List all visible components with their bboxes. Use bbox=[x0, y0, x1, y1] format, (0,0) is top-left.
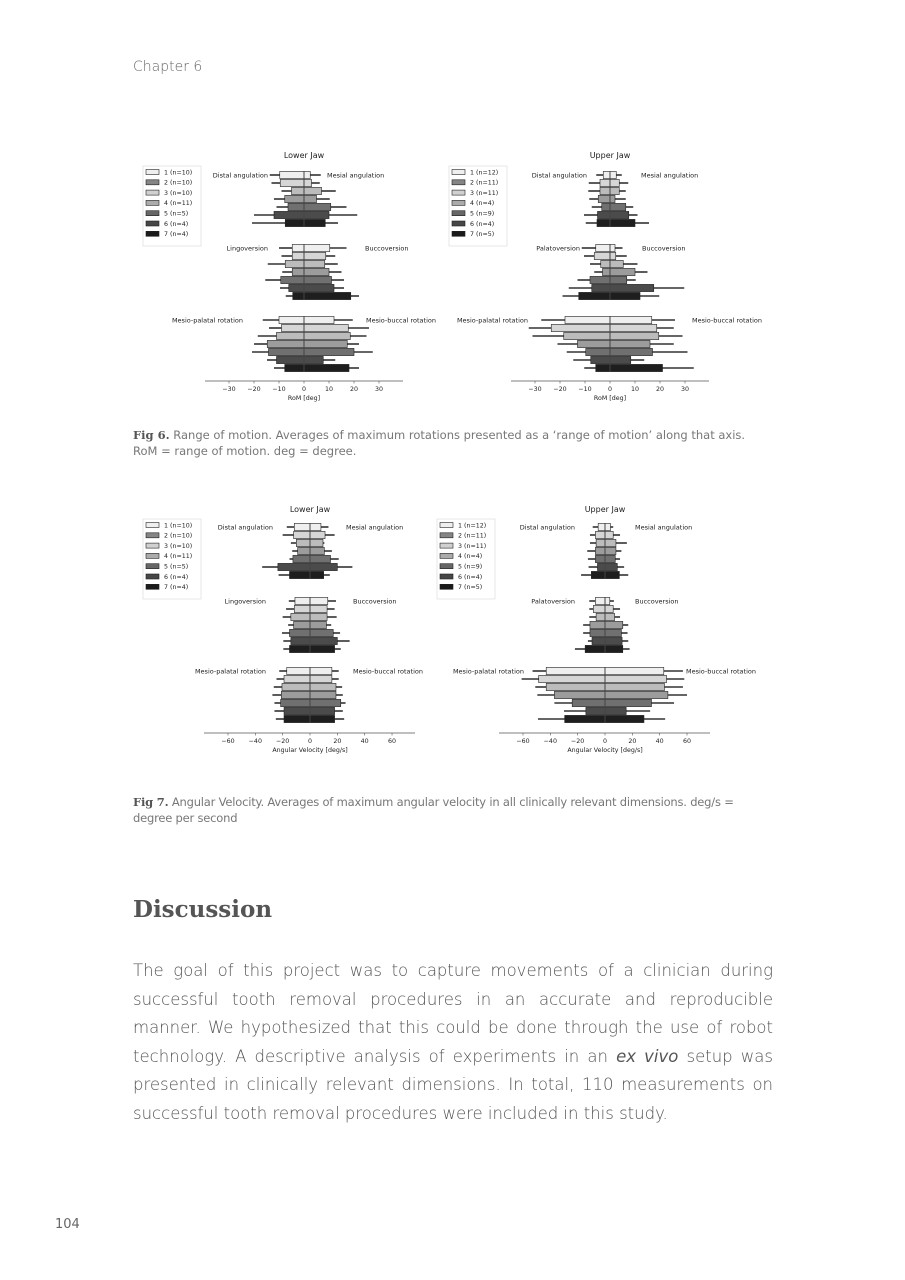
x-tick-label: −60 bbox=[221, 738, 235, 745]
x-tick-label: 40 bbox=[655, 738, 664, 745]
left-bar bbox=[585, 645, 605, 652]
fig7-caption bbox=[133, 795, 773, 826]
left-bar bbox=[595, 531, 605, 538]
left-bar bbox=[285, 260, 304, 267]
legend-swatch bbox=[146, 553, 159, 558]
legend-label: 7 (n=4) bbox=[164, 584, 189, 592]
right-bar bbox=[610, 195, 615, 202]
right-bar bbox=[304, 364, 349, 371]
x-tick-label: −60 bbox=[516, 738, 530, 745]
group-right-label: Mesio-buccal rotation bbox=[366, 316, 436, 325]
left-bar bbox=[596, 364, 610, 371]
right-bar bbox=[605, 547, 616, 554]
right-bar bbox=[605, 605, 613, 612]
legend-swatch bbox=[452, 170, 465, 175]
legend-swatch bbox=[440, 574, 453, 579]
legend-swatch bbox=[452, 190, 465, 195]
group-right-label: Mesial angulation bbox=[641, 171, 699, 180]
legend-swatch bbox=[440, 533, 453, 538]
right-bar bbox=[605, 675, 667, 682]
left-bar bbox=[285, 195, 304, 202]
x-tick-label: 30 bbox=[680, 386, 690, 393]
right-bar bbox=[605, 563, 617, 570]
left-bar bbox=[597, 563, 605, 570]
right-bar bbox=[304, 356, 323, 363]
left-bar bbox=[597, 219, 610, 226]
left-bar bbox=[595, 555, 605, 562]
legend-swatch bbox=[452, 211, 465, 216]
right-bar bbox=[310, 691, 336, 698]
legend-label: 5 (n=5) bbox=[164, 563, 189, 571]
legend-label: 1 (n=12) bbox=[470, 169, 499, 177]
legend-label: 1 (n=10) bbox=[164, 522, 193, 530]
right-bar bbox=[310, 555, 331, 562]
x-tick-label: 0 bbox=[602, 738, 608, 745]
right-bar bbox=[605, 707, 626, 714]
right-bar bbox=[304, 348, 354, 355]
legend-label: 5 (n=9) bbox=[458, 563, 483, 571]
right-bar bbox=[610, 219, 635, 226]
left-bar bbox=[294, 531, 310, 538]
discussion-italic: ex vivo bbox=[616, 1046, 679, 1066]
left-bar bbox=[590, 629, 605, 636]
left-bar bbox=[595, 597, 605, 604]
right-bar bbox=[310, 531, 325, 538]
right-bar bbox=[605, 637, 622, 644]
right-bar bbox=[610, 332, 659, 339]
right-bar bbox=[610, 356, 631, 363]
legend-label: 5 (n=5) bbox=[164, 210, 189, 218]
left-bar bbox=[298, 547, 310, 554]
legend-label: 4 (n=11) bbox=[164, 200, 193, 208]
group-left-label: Distal angulation bbox=[212, 171, 268, 180]
right-bar bbox=[610, 179, 619, 186]
left-bar bbox=[274, 211, 304, 218]
right-bar bbox=[310, 645, 335, 652]
x-tick-label: 30 bbox=[374, 386, 384, 393]
legend-label: 3 (n=10) bbox=[164, 189, 193, 197]
legend-swatch bbox=[440, 553, 453, 558]
legend-label: 4 (n=4) bbox=[470, 200, 495, 208]
x-tick-label: −20 bbox=[553, 386, 567, 393]
right-bar bbox=[610, 316, 652, 323]
left-bar bbox=[294, 523, 310, 530]
left-bar bbox=[590, 621, 605, 628]
right-bar bbox=[610, 324, 657, 331]
left-bar bbox=[592, 637, 605, 644]
left-bar bbox=[539, 675, 605, 682]
legend-swatch bbox=[146, 584, 159, 589]
right-bar bbox=[310, 539, 323, 546]
legend-label: 3 (n=11) bbox=[470, 189, 499, 197]
left-bar bbox=[596, 539, 605, 546]
legend-swatch bbox=[146, 533, 159, 538]
x-tick-label: 0 bbox=[307, 738, 313, 745]
legend-swatch bbox=[440, 564, 453, 569]
group-left-label: Palatoversion bbox=[536, 244, 580, 253]
group-right-label: Buccoversion bbox=[642, 244, 686, 253]
right-bar bbox=[304, 284, 334, 291]
right-bar bbox=[605, 613, 615, 620]
left-bar bbox=[592, 284, 610, 291]
group-left-label: Mesio-palatal rotation bbox=[456, 316, 528, 325]
right-bar bbox=[304, 268, 329, 275]
chart-title: Lower Jaw bbox=[283, 151, 325, 160]
legend-swatch bbox=[146, 564, 159, 569]
left-bar bbox=[554, 691, 605, 698]
left-bar bbox=[294, 605, 310, 612]
group-left-label: Lingoversion bbox=[226, 244, 268, 253]
right-bar bbox=[610, 348, 653, 355]
right-bar bbox=[304, 171, 310, 178]
group-left-label: Lingoversion bbox=[224, 597, 266, 606]
right-bar bbox=[605, 683, 664, 690]
group-left-label: Mesio-palatal rotation bbox=[452, 667, 524, 676]
left-bar bbox=[600, 187, 610, 194]
left-bar bbox=[284, 675, 310, 682]
left-bar bbox=[279, 316, 304, 323]
left-bar bbox=[289, 645, 310, 652]
right-bar bbox=[304, 276, 332, 283]
group-right-label: Mesial angulation bbox=[346, 523, 404, 532]
left-bar bbox=[565, 715, 605, 722]
right-bar bbox=[310, 715, 335, 722]
x-axis-label: RoM [deg] bbox=[593, 395, 627, 402]
right-bar bbox=[310, 547, 324, 554]
right-bar bbox=[610, 203, 626, 210]
right-bar bbox=[310, 571, 324, 578]
left-bar bbox=[293, 555, 310, 562]
group-right-label: Buccoversion bbox=[365, 244, 409, 253]
right-bar bbox=[605, 621, 623, 628]
right-bar bbox=[610, 276, 627, 283]
left-bar bbox=[603, 171, 610, 178]
right-bar bbox=[610, 292, 640, 299]
left-bar bbox=[269, 348, 305, 355]
legend-label: 6 (n=4) bbox=[164, 220, 189, 228]
right-bar bbox=[605, 691, 668, 698]
left-bar bbox=[594, 252, 610, 259]
right-bar bbox=[304, 340, 347, 347]
x-tick-label: −20 bbox=[276, 738, 290, 745]
legend-label: 2 (n=11) bbox=[470, 179, 499, 187]
legend-label: 7 (n=5) bbox=[470, 231, 495, 239]
left-bar bbox=[282, 324, 305, 331]
left-bar bbox=[593, 605, 605, 612]
legend-swatch bbox=[452, 200, 465, 205]
left-bar bbox=[287, 667, 310, 674]
x-tick-label: −10 bbox=[272, 386, 286, 393]
right-bar bbox=[310, 597, 328, 604]
left-bar bbox=[292, 252, 304, 259]
fig7-text: Angular Velocity. Averages of maximum angular velocity in all clinically relevant dimensions. deg/s = degree per second bbox=[133, 795, 734, 825]
legend-label: 5 (n=9) bbox=[470, 210, 495, 218]
right-bar bbox=[310, 683, 336, 690]
x-tick-label: 10 bbox=[324, 386, 334, 393]
left-bar bbox=[291, 637, 310, 644]
left-bar bbox=[596, 613, 605, 620]
left-bar bbox=[586, 707, 605, 714]
fig6-text: Range of motion. Averages of maximum rotations presented as a ‘range of motion’ along that axis. RoM = range of motion. deg = degree. bbox=[133, 428, 746, 458]
x-axis-label: Angular Velocity [deg/s] bbox=[567, 747, 643, 754]
left-bar bbox=[596, 244, 610, 251]
left-bar bbox=[280, 179, 304, 186]
right-bar bbox=[304, 219, 325, 226]
legend-label: 4 (n=4) bbox=[458, 553, 483, 561]
left-bar bbox=[281, 699, 310, 706]
right-bar bbox=[310, 699, 341, 706]
right-bar bbox=[310, 637, 337, 644]
legend-label: 6 (n=4) bbox=[470, 220, 495, 228]
legend-label: 2 (n=10) bbox=[164, 532, 193, 540]
x-tick-label: 20 bbox=[349, 386, 359, 393]
right-bar bbox=[304, 211, 329, 218]
right-bar bbox=[304, 332, 350, 339]
right-bar bbox=[610, 340, 650, 347]
x-tick-label: 20 bbox=[628, 738, 637, 745]
right-bar bbox=[304, 203, 331, 210]
legend-swatch bbox=[452, 231, 465, 236]
chart-title: Lower Jaw bbox=[289, 505, 331, 514]
right-bar bbox=[610, 284, 654, 291]
left-bar bbox=[598, 211, 611, 218]
x-tick-label: 60 bbox=[388, 738, 397, 745]
right-bar bbox=[310, 629, 333, 636]
right-bar bbox=[310, 707, 335, 714]
x-tick-label: −30 bbox=[528, 386, 542, 393]
group-left-label: Mesio-palatal rotation bbox=[171, 316, 243, 325]
left-bar bbox=[572, 699, 605, 706]
right-bar bbox=[605, 571, 619, 578]
discussion-paragraph bbox=[133, 957, 773, 1129]
left-bar bbox=[546, 667, 605, 674]
legend-swatch bbox=[146, 221, 159, 226]
right-bar bbox=[304, 292, 351, 299]
legend-label: 7 (n=5) bbox=[458, 584, 483, 592]
legend-swatch bbox=[452, 180, 465, 185]
left-bar bbox=[565, 316, 610, 323]
right-bar bbox=[610, 244, 615, 251]
left-bar bbox=[294, 621, 310, 628]
fig7-label: Fig 7. bbox=[133, 795, 169, 809]
x-tick-label: 0 bbox=[607, 386, 613, 393]
group-left-label: Distal angulation bbox=[519, 523, 575, 532]
legend-swatch bbox=[440, 543, 453, 548]
left-bar bbox=[564, 332, 610, 339]
x-tick-label: 60 bbox=[683, 738, 692, 745]
fig6-caption bbox=[133, 428, 773, 459]
right-bar bbox=[605, 699, 651, 706]
right-bar bbox=[304, 187, 322, 194]
left-bar bbox=[277, 356, 305, 363]
x-tick-label: 10 bbox=[630, 386, 640, 393]
legend-swatch bbox=[146, 523, 159, 528]
legend-swatch bbox=[452, 221, 465, 226]
left-bar bbox=[292, 244, 304, 251]
legend-swatch bbox=[440, 584, 453, 589]
legend-swatch bbox=[440, 523, 453, 528]
left-bar bbox=[288, 203, 304, 210]
left-bar bbox=[296, 539, 310, 546]
group-right-label: Mesio-buccal rotation bbox=[353, 667, 423, 676]
left-bar bbox=[591, 571, 605, 578]
x-tick-label: 0 bbox=[301, 386, 307, 393]
legend-label: 3 (n=11) bbox=[458, 542, 487, 550]
legend-label: 7 (n=4) bbox=[164, 231, 189, 239]
left-bar bbox=[586, 348, 610, 355]
left-bar bbox=[601, 260, 610, 267]
left-bar bbox=[280, 171, 304, 178]
group-right-label: Buccoversion bbox=[635, 597, 679, 606]
left-bar bbox=[285, 219, 304, 226]
left-bar bbox=[603, 268, 611, 275]
left-bar bbox=[292, 187, 305, 194]
left-bar bbox=[281, 691, 310, 698]
right-bar bbox=[605, 539, 616, 546]
x-tick-label: 20 bbox=[655, 386, 665, 393]
right-bar bbox=[304, 195, 317, 202]
right-bar bbox=[304, 252, 326, 259]
fig6-label: Fig 6. bbox=[133, 428, 170, 442]
right-bar bbox=[310, 675, 332, 682]
group-left-label: Palatoversion bbox=[531, 597, 575, 606]
right-bar bbox=[304, 244, 330, 251]
left-bar bbox=[267, 340, 304, 347]
left-bar bbox=[591, 356, 610, 363]
group-right-label: Mesio-buccal rotation bbox=[692, 316, 762, 325]
left-bar bbox=[282, 683, 310, 690]
left-bar bbox=[289, 284, 304, 291]
x-tick-label: −20 bbox=[571, 738, 585, 745]
right-bar bbox=[310, 605, 327, 612]
legend-swatch bbox=[146, 180, 159, 185]
x-axis-label: Angular Velocity [deg/s] bbox=[272, 747, 348, 754]
group-right-label: Mesio-buccal rotation bbox=[686, 667, 756, 676]
right-bar bbox=[605, 715, 644, 722]
group-right-label: Buccoversion bbox=[353, 597, 397, 606]
right-bar bbox=[304, 316, 334, 323]
right-bar bbox=[310, 667, 332, 674]
right-bar bbox=[304, 179, 312, 186]
left-bar bbox=[291, 613, 310, 620]
right-bar bbox=[605, 523, 610, 530]
left-bar bbox=[551, 324, 610, 331]
left-bar bbox=[284, 707, 310, 714]
right-bar bbox=[310, 563, 337, 570]
right-bar bbox=[605, 597, 610, 604]
legend-swatch bbox=[146, 543, 159, 548]
left-bar bbox=[289, 629, 310, 636]
discussion-text-2: setup was presented in clinically relevant dimensions. In total, 110 measurements on successful tooth removal procedures were included in this study. bbox=[133, 1046, 773, 1123]
discussion-text-1: The goal of this project was to capture movements of a clinician during successful tooth removal procedures in an accurate and reproducible manner. We hypothesized that this could be done through the use of robot technology. A descriptive analysis of experiments in an bbox=[133, 961, 773, 1066]
x-tick-label: −30 bbox=[222, 386, 236, 393]
right-bar bbox=[605, 645, 623, 652]
right-bar bbox=[304, 324, 348, 331]
legend-swatch bbox=[146, 190, 159, 195]
right-bar bbox=[605, 629, 621, 636]
legend-label: 1 (n=10) bbox=[164, 169, 193, 177]
left-bar bbox=[284, 715, 310, 722]
legend-label: 6 (n=4) bbox=[458, 573, 483, 581]
right-bar bbox=[610, 252, 616, 259]
legend-swatch bbox=[146, 574, 159, 579]
left-bar bbox=[278, 563, 310, 570]
right-bar bbox=[610, 171, 616, 178]
left-bar bbox=[277, 332, 305, 339]
left-bar bbox=[546, 683, 605, 690]
right-bar bbox=[310, 523, 321, 530]
left-bar bbox=[295, 597, 310, 604]
chart-title: Upper Jaw bbox=[589, 151, 631, 160]
group-right-label: Mesial angulation bbox=[635, 523, 693, 532]
right-bar bbox=[304, 260, 325, 267]
legend-label: 6 (n=4) bbox=[164, 573, 189, 581]
left-bar bbox=[285, 364, 304, 371]
left-bar bbox=[289, 571, 310, 578]
left-bar bbox=[598, 523, 605, 530]
legend-label: 2 (n=11) bbox=[458, 532, 487, 540]
group-right-label: Mesial angulation bbox=[327, 171, 385, 180]
right-bar bbox=[310, 621, 326, 628]
left-bar bbox=[595, 547, 605, 554]
right-bar bbox=[605, 555, 615, 562]
discussion-heading: Discussion bbox=[133, 896, 273, 923]
chapter-header: Chapter 6 bbox=[133, 59, 203, 75]
left-bar bbox=[578, 340, 611, 347]
legend-swatch bbox=[146, 170, 159, 175]
left-bar bbox=[579, 292, 610, 299]
right-bar bbox=[610, 211, 629, 218]
page-number: 104 bbox=[55, 1217, 80, 1232]
x-tick-label: −40 bbox=[248, 738, 262, 745]
right-bar bbox=[310, 613, 327, 620]
x-tick-label: 20 bbox=[333, 738, 342, 745]
left-bar bbox=[292, 268, 304, 275]
x-tick-label: −40 bbox=[543, 738, 557, 745]
left-bar bbox=[600, 179, 610, 186]
right-bar bbox=[605, 667, 664, 674]
group-left-label: Mesio-palatal rotation bbox=[194, 667, 266, 676]
group-left-label: Distal angulation bbox=[531, 171, 587, 180]
group-left-label: Distal angulation bbox=[217, 523, 273, 532]
right-bar bbox=[610, 268, 635, 275]
left-bar bbox=[590, 276, 610, 283]
x-axis-label: RoM [deg] bbox=[287, 395, 321, 402]
left-bar bbox=[293, 292, 304, 299]
x-tick-label: −10 bbox=[578, 386, 592, 393]
legend-label: 3 (n=10) bbox=[164, 542, 193, 550]
x-tick-label: −20 bbox=[247, 386, 261, 393]
legend-swatch bbox=[146, 231, 159, 236]
right-bar bbox=[610, 364, 663, 371]
legend-label: 2 (n=10) bbox=[164, 179, 193, 187]
left-bar bbox=[281, 276, 304, 283]
x-tick-label: 40 bbox=[360, 738, 369, 745]
right-bar bbox=[605, 531, 613, 538]
legend-swatch bbox=[146, 200, 159, 205]
right-bar bbox=[610, 187, 619, 194]
legend-label: 1 (n=12) bbox=[458, 522, 487, 530]
left-bar bbox=[598, 195, 610, 202]
legend-label: 4 (n=11) bbox=[164, 553, 193, 561]
chart-title: Upper Jaw bbox=[584, 505, 626, 514]
right-bar bbox=[610, 260, 623, 267]
legend-swatch bbox=[146, 211, 159, 216]
left-bar bbox=[602, 203, 610, 210]
